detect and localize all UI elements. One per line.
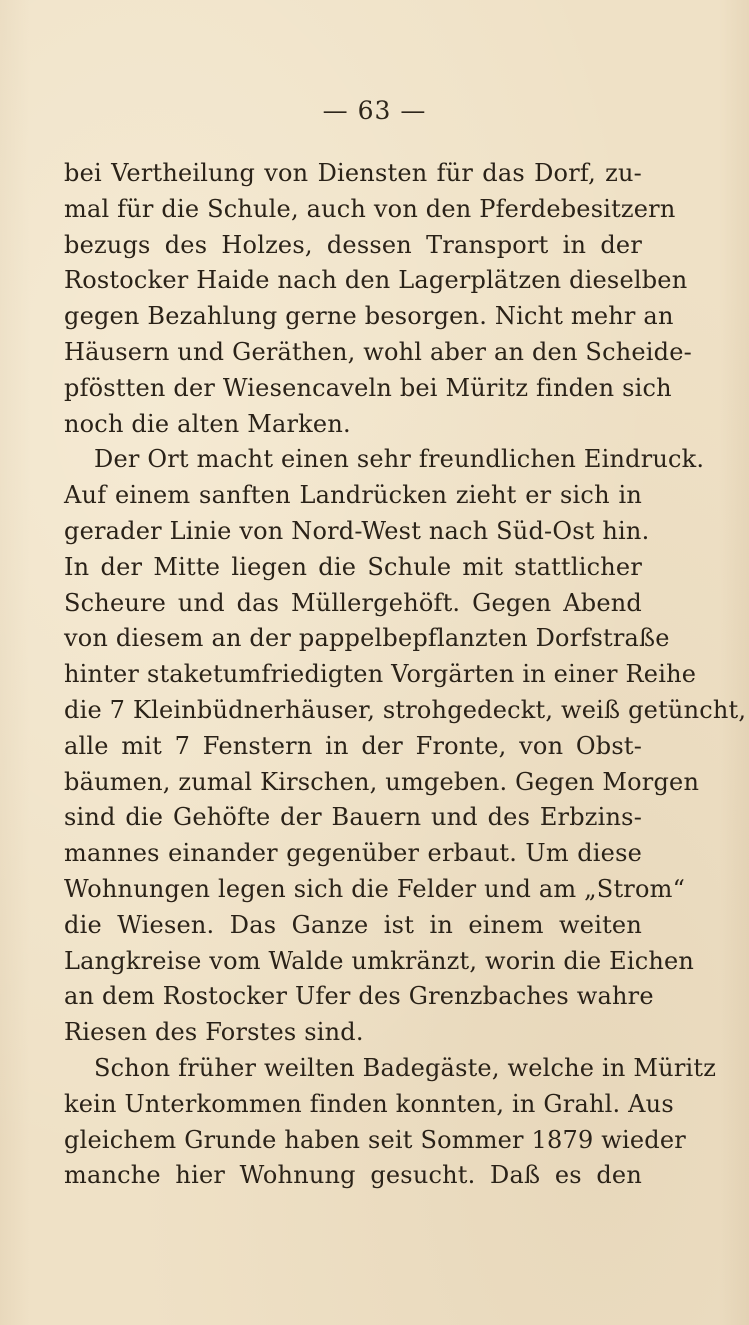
text-line: manche hier Wohnung gesucht. Daß es den	[64, 1161, 642, 1190]
text-line: bäumen, zumal Kirschen, umgeben. Gegen Morgen	[64, 767, 700, 796]
text-line: mal für die Schule, auch von den Pferdebesitzern	[64, 194, 676, 223]
text-line: Riesen des Forstes sind.	[64, 1018, 364, 1047]
text-line: gerader Linie von Nord-West nach Süd-Ost hin.	[64, 516, 650, 545]
text-line: Langkreise vom Walde umkränzt, worin die Eichen	[64, 946, 695, 975]
text-line: Rostocker Haide nach den Lagerplätzen dieselben	[64, 266, 688, 295]
text-line: an dem Rostocker Ufer des Grenzbaches wahre	[64, 982, 654, 1011]
text-line: pföstten der Wiesencaveln bei Müritz finden sich	[64, 373, 672, 402]
text-line: noch die alten Marken.	[64, 409, 351, 438]
text-line: In der Mitte liegen die Schule mit stattlicher	[64, 552, 642, 581]
text-line: die Wiesen. Das Ganze ist in einem weiten	[64, 910, 642, 939]
text-line: gleichem Grunde haben seit Sommer 1879 wieder	[64, 1125, 686, 1154]
text-line: von diesem an der pappelbepflanzten Dorfstraße	[64, 624, 670, 653]
text-line: Häusern und Geräthen, wohl aber an den Scheide-	[64, 337, 692, 366]
text-line: gegen Bezahlung gerne besorgen. Nicht mehr an	[64, 302, 674, 331]
text-line: Schon früher weilten Badegäste, welche in Müritz	[94, 1053, 717, 1082]
text-line: hinter staketumfriedigten Vorgärten in einer Reihe	[64, 660, 697, 689]
text-line: die 7 Kleinbüdnerhäuser, strohgedeckt, weiß getüncht,	[64, 695, 747, 724]
text-line: bezugs des Holzes, dessen Transport in der	[64, 230, 642, 259]
page-number: — 63 —	[322, 96, 427, 125]
body-text	[64, 156, 747, 1194]
text-line: sind die Gehöfte der Bauern und des Erbzins-	[64, 803, 642, 832]
text-line: alle mit 7 Fenstern in der Fronte, von Obst-	[64, 731, 642, 760]
text-line: Der Ort macht einen sehr freundlichen Eindruck.	[94, 445, 705, 474]
text-line: mannes einander gegenüber erbaut. Um diese	[64, 839, 642, 868]
text-line: bei Vertheilung von Diensten für das Dorf, zu-	[64, 159, 642, 187]
text-line: Wohnungen legen sich die Felder und am „Strom“	[64, 874, 686, 903]
text-line: kein Unterkommen finden konnten, in Grahl. Aus	[64, 1089, 674, 1118]
text-line: Auf einem sanften Landrücken zieht er sich in	[64, 481, 642, 510]
text-line: Scheure und das Müllergehöft. Gegen Abend	[64, 588, 642, 617]
